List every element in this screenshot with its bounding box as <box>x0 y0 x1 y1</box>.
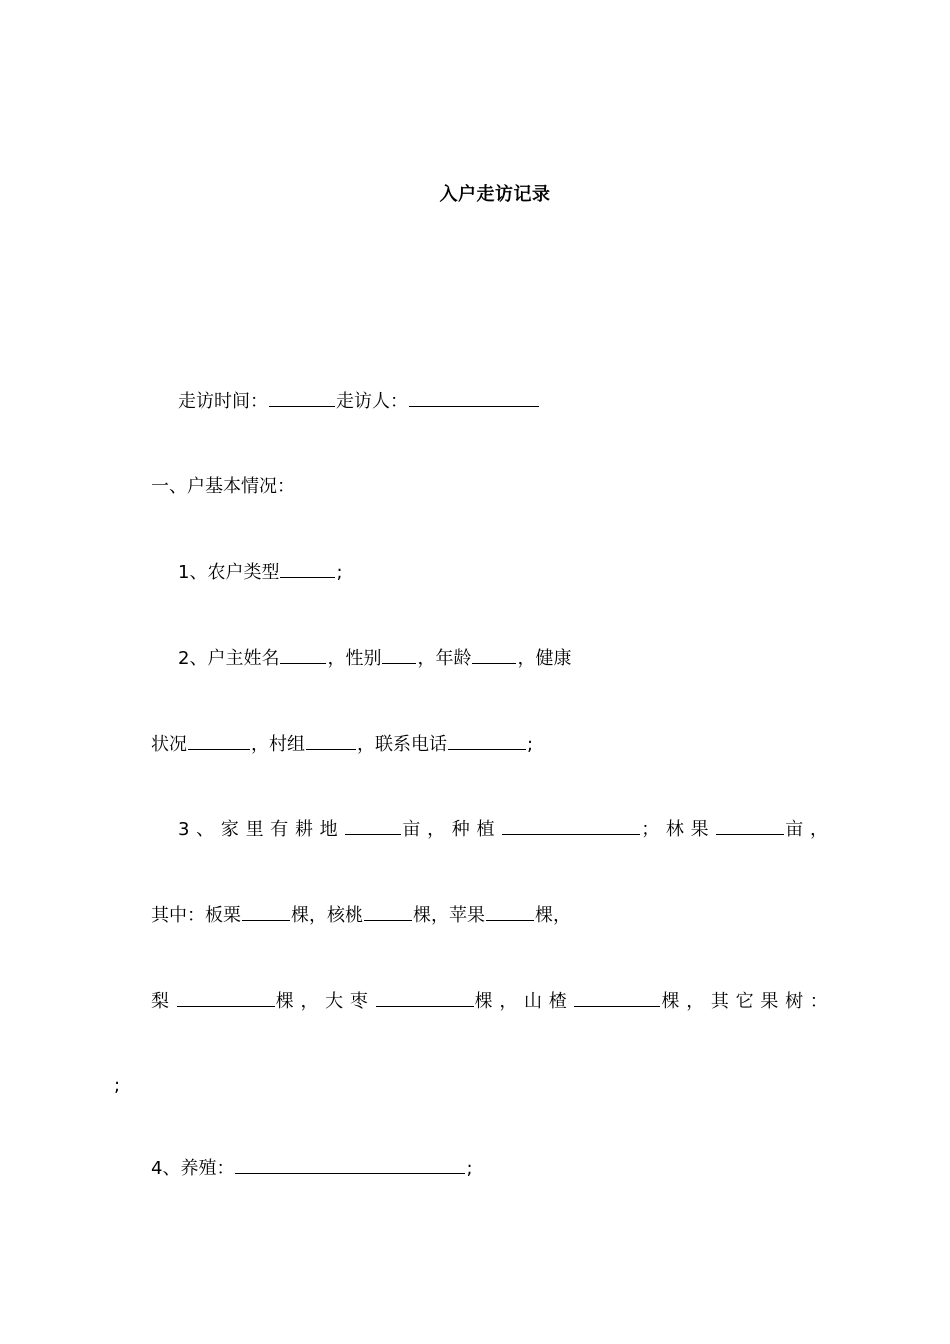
gender-blank[interactable] <box>382 645 416 664</box>
apple-unit: 棵， <box>535 905 571 926</box>
walnut-blank[interactable] <box>364 902 412 921</box>
other-char: ， <box>686 991 705 1012</box>
item-1-end: ; <box>336 562 343 583</box>
pear-blank[interactable] <box>177 988 275 1007</box>
health-blank[interactable] <box>188 731 250 750</box>
item-4-line <box>151 1155 473 1182</box>
item-2-line-1 <box>178 645 571 672</box>
item-2-label: 2、户主姓名 <box>178 648 280 669</box>
village-label: ，村组 <box>251 734 305 755</box>
item-3-char: 耕 <box>294 819 313 840</box>
item-3-char: 地 <box>319 819 338 840</box>
hawthorn-blank[interactable] <box>574 988 660 1007</box>
page-title: 入户走访记录 <box>439 184 551 205</box>
item-3-char: 、 <box>196 819 215 840</box>
pear-label: 梨 <box>151 991 169 1012</box>
age-label: ，年龄 <box>417 648 472 669</box>
item-4-end: ; <box>466 1158 473 1179</box>
other-char: 树 <box>785 991 804 1012</box>
jujube-char: 大 <box>325 991 344 1012</box>
visit-person-label: 走访人： <box>336 391 408 412</box>
other-char: 果 <box>760 991 779 1012</box>
orchard-char: 林 <box>665 819 684 840</box>
plant-blank[interactable] <box>502 816 640 835</box>
item-2-line-2 <box>151 731 533 758</box>
orchard-blank[interactable] <box>716 816 784 835</box>
item-4-label: 4、养殖： <box>151 1158 235 1179</box>
among-label: 其中：板栗 <box>151 905 241 926</box>
tree-unit: 棵 <box>275 991 294 1012</box>
tree-unit: 棵 <box>474 991 493 1012</box>
comma: ， <box>499 991 518 1012</box>
breeding-blank[interactable] <box>235 1155 465 1174</box>
other-char: 其 <box>710 991 729 1012</box>
semicolon: ； <box>641 819 660 840</box>
apple-blank[interactable] <box>486 902 534 921</box>
mu-label: 亩 <box>785 819 804 840</box>
section-heading: 一、户基本情况： <box>151 476 295 497</box>
item-3-char: 家 <box>220 819 239 840</box>
health-label: ，健康 <box>517 648 572 669</box>
gender-label: ，性别 <box>327 648 382 669</box>
item-1-label: 1、农户类型 <box>178 562 280 583</box>
health-status-label: 状况 <box>151 734 187 755</box>
item-3-char: 3 <box>178 819 190 840</box>
other-char: 它 <box>735 991 754 1012</box>
visit-person-blank[interactable] <box>409 388 539 407</box>
hawthorn-char: 楂 <box>548 991 567 1012</box>
phone-blank[interactable] <box>448 731 526 750</box>
item-3-char: 里 <box>245 819 264 840</box>
hawthorn-char: 山 <box>524 991 543 1012</box>
plant-char: 植 <box>476 819 495 840</box>
walnut-label: 棵，核桃 <box>291 905 363 926</box>
tree-unit: 棵 <box>661 991 680 1012</box>
comma: ， <box>427 819 446 840</box>
item-3-char: 有 <box>270 819 289 840</box>
item-1-line <box>178 559 343 586</box>
head-name-blank[interactable] <box>280 645 326 664</box>
plant-char: 种 <box>451 819 470 840</box>
apple-label: 棵，苹果 <box>413 905 485 926</box>
household-type-blank[interactable] <box>280 559 335 578</box>
visit-time-label: 走访时间： <box>178 391 268 412</box>
jujube-char: 枣 <box>349 991 368 1012</box>
phone-label: ，联系电话 <box>357 734 447 755</box>
age-blank[interactable] <box>472 645 516 664</box>
item-2-end: ; <box>527 734 534 755</box>
item-3-line-3 <box>151 988 828 1015</box>
mu-label: 亩 <box>402 819 421 840</box>
item-3-line-1 <box>178 816 828 843</box>
visit-time-blank[interactable] <box>269 388 335 407</box>
village-blank[interactable] <box>306 731 356 750</box>
orchard-char: 果 <box>690 819 709 840</box>
item-3-line-2 <box>151 902 571 929</box>
visit-line <box>178 388 540 415</box>
chestnut-blank[interactable] <box>242 902 290 921</box>
other-char: ： <box>809 991 828 1012</box>
comma: ， <box>300 991 319 1012</box>
farmland-blank[interactable] <box>345 816 401 835</box>
comma: ， <box>810 819 828 840</box>
item-3-tail: ; <box>114 1075 121 1096</box>
jujube-blank[interactable] <box>376 988 474 1007</box>
